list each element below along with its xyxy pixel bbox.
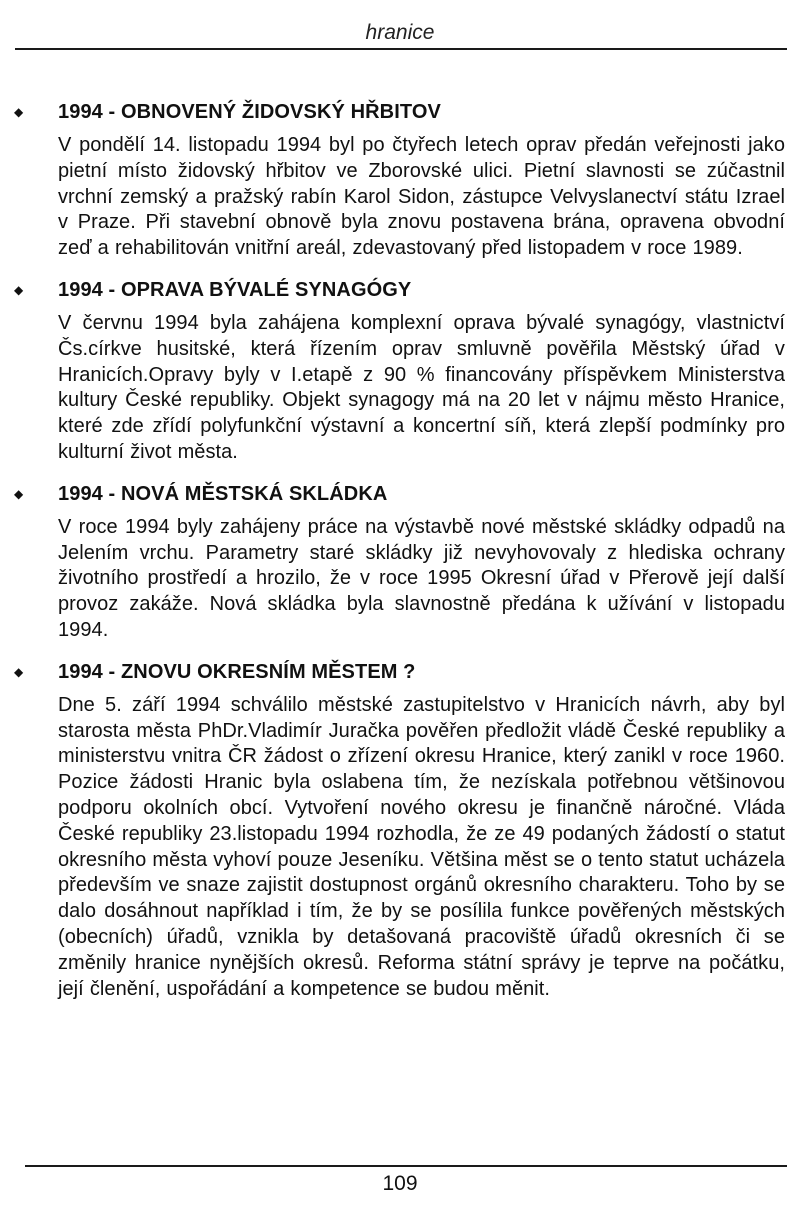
section-heading (0, 658, 800, 686)
section-heading (0, 276, 800, 304)
diamond-bullet-icon: ◆ (14, 486, 24, 501)
section-heading (0, 98, 800, 126)
diamond-bullet-icon: ◆ (14, 105, 24, 119)
section-jewish-cemetery (0, 98, 800, 262)
section-heading-text: 1994 - OPRAVA BÝVALÉ SYNAGÓGY (58, 278, 412, 301)
page-content (0, 98, 800, 1016)
section-district-town (0, 658, 800, 1003)
page-number: 109 (382, 1172, 418, 1195)
section-heading-text: 1994 - OBNOVENÝ ŽIDOVSKÝ HŘBITOV (58, 101, 441, 123)
header-rule (15, 48, 787, 50)
section-body: V pondělí 14. listopadu 1994 byl po čtyřech letech oprav předán veřejnosti jako pietní místo židovský hřbitov ve Zborovské ulici. Pietní slavnosti se zúčastnil vrchní zemský a pražský rabín Karol Sidon, zástupce Velvyslanectví státu Izrael v Praze. Při stavební obnově byla znovu postavena brána, opravena obvodní zeď a rehabilitován vnitřní areál, zdevastovaný před listopadem v roce 1989. (58, 134, 785, 260)
section-body: V roce 1994 byly zahájeny práce na výstavbě nové městské skládky odpadů na Jelením vrchu. Parametry staré skládky již nevyhovovaly z hlediska ochrany životního prostředí a hrozilo, že v roce 1995 Okresní úřad v Přerově její další provoz zakáže. Nová skládka byla slavnostně předána k užívání v listopadu 1994. (58, 515, 785, 641)
diamond-bullet-icon: ◆ (14, 282, 24, 297)
section-body: Dne 5. září 1994 schválilo městské zastupitelstvo v Hranicích návrh, aby byl starosta města PhDr.Vladimír Juračka pověřen předložit vládě České republiky a ministerstvu vnitra ČR žádost o zřízení okresu Hranice, který zanikl v roce 1960. Pozice žádosti Hranic byla oslabena tím, že nezískala potřebnou většinovou podporu okolních obcí. Vytvoření nového okresu je finančně náročné. Vláda České republiky 23.listopadu 1994 rozhodla, že ze 49 podaných žádostí o statut okresního města vyhoví pouze Jeseníku. Většina měst se o tento statut ucházela především ve snaze zajistit dostupnost orgánů okresního charakteru. Toho by se dalo dosáhnout například i tím, že by se posílila funkce pověřených městských (obecních) úřadů, vznikla by detašovaná pracoviště úřadů okresních či se změnily hranice nynějších okresů. Reforma státní správy je teprve na počátku, její členění, uspořádání a kompetence se budou měnit. (58, 693, 785, 1000)
section-heading (0, 480, 800, 508)
diamond-bullet-icon: ◆ (14, 664, 24, 679)
section-heading-text: 1994 - NOVÁ MĚSTSKÁ SKLÁDKA (58, 482, 388, 505)
section-body: V červnu 1994 byla zahájena komplexní oprava bývalé synagógy, vlastnictví Čs.církve husitské, která řízením oprav smluvně pověřila Městský úřad v Hranicích.Opravy byly v I.etapě z 90 % financovány příspěvkem Ministerstva kultury České republiky. Objekt synagogy má na 20 let v nájmu město Hranice, které zde zřídí polyfunkční výstavní a koncertní síň, která zlepší podmínky pro kulturní život města. (58, 311, 785, 463)
section-heading-text: 1994 - ZNOVU OKRESNÍM MĚSTEM ? (58, 660, 416, 683)
footer-rule (25, 1165, 787, 1167)
section-synagogue-repair (0, 276, 800, 466)
running-title: hranice (365, 21, 435, 44)
section-landfill (0, 480, 800, 644)
